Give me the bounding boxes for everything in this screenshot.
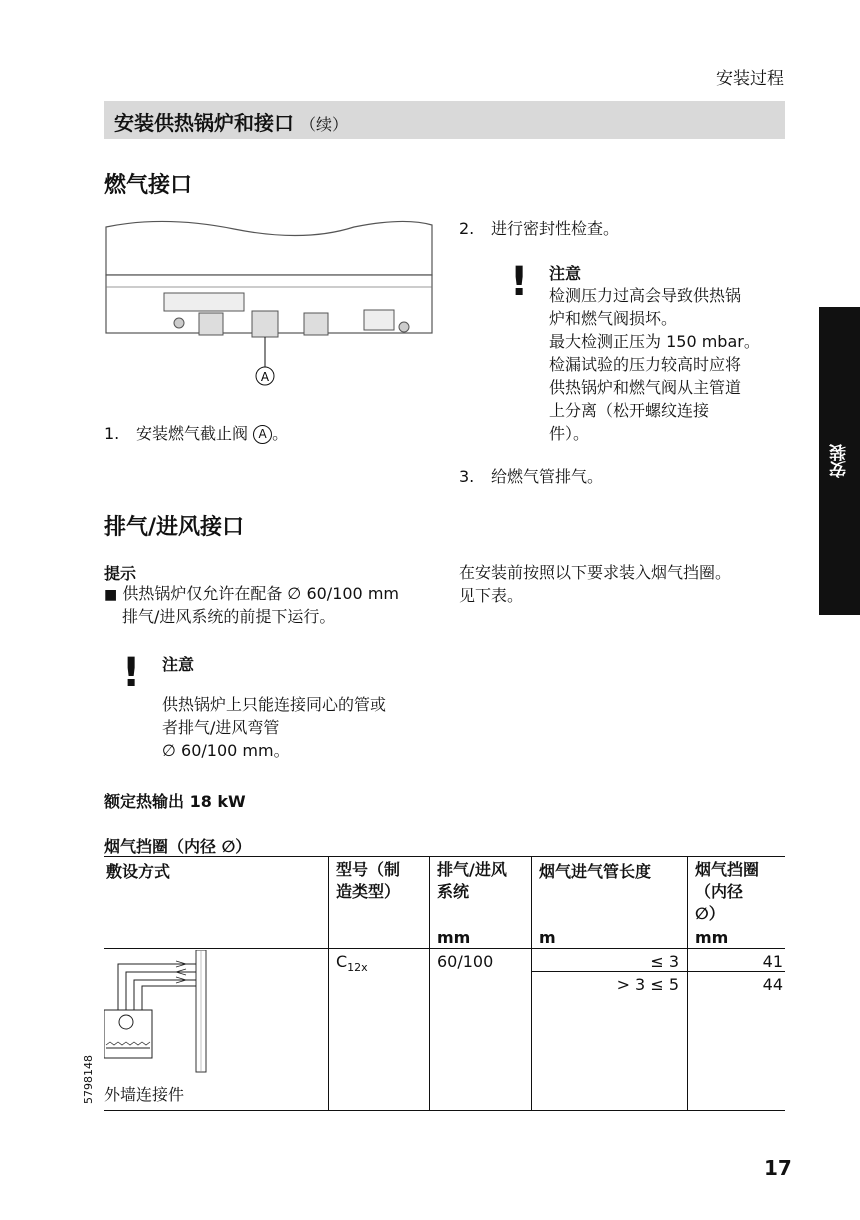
warning-line: 最大检测正压为 150 mbar。: [549, 332, 760, 351]
unit-length: m: [539, 928, 556, 947]
section-header: 安装过程: [716, 69, 784, 89]
gas-step-3: 3. 给燃气管排气。: [459, 467, 604, 486]
hint-block: ■ 供热锅炉仅允许在配备 ∅ 60/100 mm 排气/进风系统的前提下运行。: [104, 584, 399, 626]
exhaust-instructions: 在安装前按照以下要求装入烟气挡圈。 见下表。: [459, 563, 732, 605]
table-bottom-rule: [104, 1110, 785, 1111]
warning-line: 件）。: [549, 424, 590, 443]
cell-type: $C_{12x}$: [336, 952, 368, 975]
wall-connection-diagram: [104, 950, 216, 1075]
gas-warning-text: [549, 284, 760, 445]
table-row-divider: [531, 971, 785, 972]
cell-system: 60/100: [437, 952, 494, 971]
rated-output: 额定热输出 18 kW: [104, 792, 246, 811]
header-ring: 烟气挡圈 （内径 ∅）: [695, 860, 760, 923]
warning-line: 者排气/进风弯管: [162, 718, 280, 737]
warning-line: 供热锅炉上只能连接同心的管或: [162, 695, 387, 714]
boiler-underside-figure: [104, 215, 434, 390]
table-header-rule: [104, 948, 785, 949]
header-length: 烟气进气管长度: [539, 862, 652, 881]
warning-line: 供热锅炉和燃气阀从主管道: [549, 378, 742, 397]
table-col-divider: [328, 856, 329, 1111]
exhaust-warning-text: [162, 693, 386, 762]
table-top-rule: [104, 856, 785, 857]
cell-mode-label: 外墙连接件: [104, 1085, 185, 1104]
title-continued: （续）: [300, 115, 349, 134]
bullet-icon: ■: [104, 587, 118, 603]
page-number: 17: [764, 1156, 792, 1180]
warning-line: 上分离（松开螺纹连接: [549, 401, 710, 420]
table-caption: 烟气挡圈（内径 ∅）: [104, 837, 252, 856]
hint-title: 提示: [104, 564, 137, 583]
ref-a-icon: A: [253, 425, 272, 444]
page-title: 安装供热锅炉和接口: [114, 111, 294, 135]
cell-length-2: > 3 ≤ 5: [616, 975, 679, 994]
side-tab: [819, 307, 860, 615]
gas-step-2: 2. 进行密封性检查。: [459, 219, 620, 238]
header-mode: 敷设方式: [106, 862, 171, 881]
side-tab-label: 安装: [830, 444, 850, 478]
gas-heading: 燃气接口: [104, 173, 193, 198]
header-type: 型号（制 造类型）: [336, 860, 401, 901]
gas-step-1: 1. 安装燃气截止阀 A 。: [104, 424, 289, 443]
page-title-bar: [104, 101, 785, 139]
figure-callout-a: A: [260, 370, 270, 384]
exhaust-warning: 注意 供热锅炉上只能连接同心的管或 者排气/进风弯管 ∅ 60/100 mm。: [162, 655, 387, 760]
cell-ring-1: 41: [762, 952, 783, 971]
warning-line: ∅ 60/100 mm。: [162, 741, 290, 760]
cell-ring-2: 44: [762, 975, 783, 994]
gas-warning: 注意 检测压力过高会导致供热锅 炉和燃气阀损坏。 最大检测正压为 150 mbar。 检漏试验的压力较高时应将 供热锅炉和燃气阀从主管道 上分离（松开螺纹连接 件）。: [549, 264, 760, 443]
warning-line: 检漏试验的压力较高时应将: [549, 355, 742, 374]
cell-length-1: ≤ 3: [650, 952, 679, 971]
header-system: 排气/进风 系统: [437, 860, 507, 901]
warning-icon: !: [510, 259, 529, 305]
warning-line: 检测压力过高会导致供热锅: [549, 286, 742, 305]
document-number: 5798148: [82, 1055, 95, 1104]
table-col-divider: [429, 856, 430, 1111]
warning-icon: !: [122, 650, 141, 696]
exhaust-heading: 排气/进风接口: [104, 515, 245, 540]
unit-system: mm: [437, 928, 471, 947]
unit-ring: mm: [695, 928, 729, 947]
warning-line: 炉和燃气阀损坏。: [549, 309, 678, 328]
